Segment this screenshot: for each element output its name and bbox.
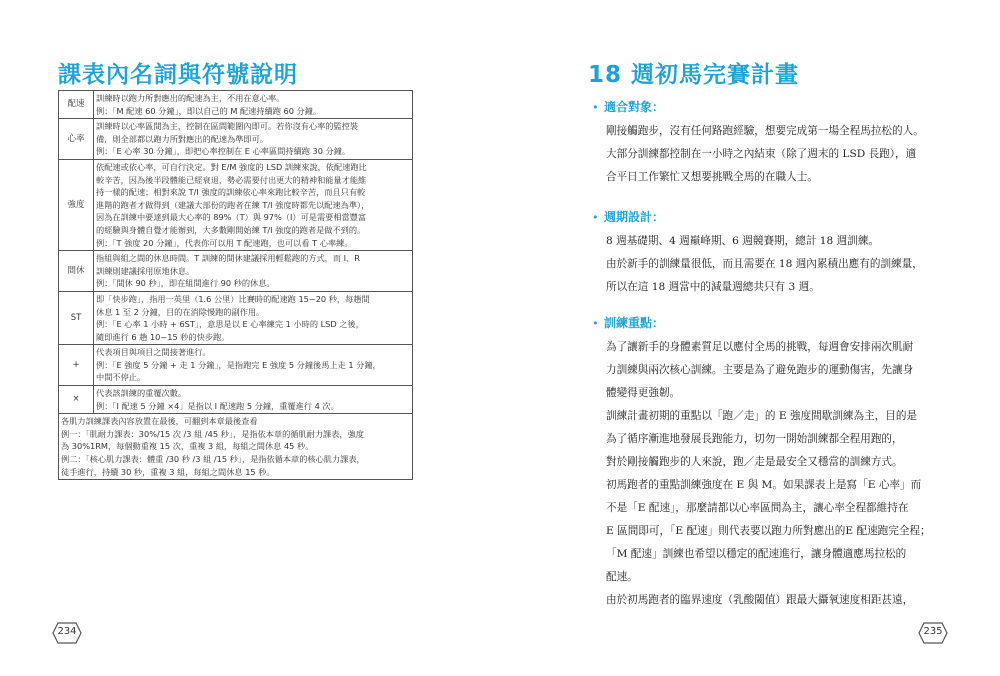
description-line: 訓練則建議採用原地休息。 bbox=[96, 265, 195, 276]
footer-line: 徒手進行，持續 30 秒，重複 3 組，每組之間休息 15 秒。 bbox=[61, 466, 275, 477]
section-heading-row bbox=[592, 208, 972, 226]
section-body bbox=[606, 120, 972, 189]
body-line: 不是「E 配速」，那麼請都以心率區間為主，讓心率全程都維持在 bbox=[606, 502, 909, 514]
left-page-number bbox=[52, 622, 82, 644]
symbol-cell: 配速 bbox=[59, 91, 94, 119]
left-page-title: 課表內名詞與符號說明 bbox=[58, 62, 298, 88]
symbols-table-body bbox=[59, 91, 413, 414]
description-line: 訓練時以心率區間為主，控制在區間範圍內即可。若你沒有心率的監控裝 bbox=[96, 121, 359, 132]
section-heading-row bbox=[592, 314, 972, 332]
footer-line: 為 30%1RM，每個動重複 15 次，重複 3 組，每組之間休息 45 秒。 bbox=[61, 441, 314, 452]
body-line: 8 週基礎期、4 週巔峰期、6 週競賽期，總計 18 週訓練。 bbox=[606, 235, 880, 247]
description-line: 例：「間休 90 秒」，即在組間進行 90 秒的休息。 bbox=[96, 278, 275, 289]
description-line: 持一樣的配速；相對來說 T/I 強度的訓練依心率來跑比較辛苦，而且只有較 bbox=[96, 187, 366, 198]
description-line: 指組與組之間的休息時間。T 訓練的間休建議採用輕鬆跑的方式，而 I、R bbox=[96, 253, 360, 264]
bullet-dot-icon: • bbox=[592, 101, 599, 114]
description-line: 訓練時以跑力所對應出的配速為主，不用在意心率。 bbox=[96, 93, 285, 103]
symbols-table bbox=[58, 90, 413, 480]
description-line: 休息 1 至 2 分鐘，目的在消除慢跑的副作用。 bbox=[96, 306, 265, 317]
description-line: 例：「I 配速 5 分鐘 ×4」是指以 I 配速跑 5 分鐘，重覆進行 4 次。 bbox=[96, 400, 339, 411]
description-line: 例：「T 強度 20 分鐘」，代表你可以用 T 配速跑，也可以看 T 心率練。 bbox=[96, 237, 353, 248]
table-row bbox=[59, 91, 413, 119]
description-cell bbox=[94, 291, 413, 344]
body-line: 大部分訓練都控制在一小時之內結束（除了週末的 LSD 長跑），適 bbox=[606, 148, 917, 160]
description-cell bbox=[94, 119, 413, 160]
section-body bbox=[606, 230, 972, 299]
table-row bbox=[59, 291, 413, 344]
body-line: 剛接觸跑步，沒有任何路跑經驗，想要完成第一場全程馬拉松的人。 bbox=[606, 125, 924, 137]
body-line: 為了讓新手的身體素質足以應付全馬的挑戰，每週會安排兩次肌耐 bbox=[606, 341, 914, 353]
table-footer-row bbox=[59, 414, 413, 480]
body-line: 體變得更強韌。 bbox=[606, 387, 681, 399]
description-cell bbox=[94, 159, 413, 250]
body-line: 「M 配速」訓練也希望以穩定的配速進行，讓身體適應馬拉松的 bbox=[606, 548, 907, 560]
body-line: 由於初馬跑者的臨界速度（乳酸閾值）跟最大攝氧速度相距甚遠， bbox=[606, 594, 914, 606]
description-cell bbox=[94, 91, 413, 119]
description-line: 備，則全部都以跑力所對應出的配速為準即可。 bbox=[96, 133, 268, 144]
table-footer-note bbox=[59, 414, 413, 480]
right-page-title: 18 週初馬完賽計畫 bbox=[588, 62, 800, 88]
body-line: 由於新手的訓練量很低，而且需要在 18 週內累積出應有的訓練量， bbox=[606, 258, 923, 270]
description-line: 依配速或依心率，可自行決定。對 E/M 強度的 LSD 訓練來說，依配速跑比 bbox=[96, 161, 367, 172]
description-line: 代表項目與項目之間接著進行。 bbox=[96, 347, 211, 358]
description-line: 因為在訓練中要達到最大心率的 89%（T）與 97%（I）可是需要相當豐富 bbox=[96, 212, 367, 223]
right-page bbox=[500, 0, 1000, 676]
description-cell bbox=[94, 251, 413, 292]
description-line: 例：「M 配速 60 分鐘」，即以自己的 M 配速持續跑 60 分鐘。 bbox=[96, 105, 322, 116]
symbol-cell: + bbox=[59, 345, 94, 386]
table-row bbox=[59, 119, 413, 160]
bullet-dot-icon: • bbox=[592, 317, 599, 330]
description-line: 代表該訓練的重覆次數。 bbox=[96, 388, 187, 399]
body-line: 所以在這 18 週當中的減量週總共只有 3 週。 bbox=[606, 281, 820, 293]
footer-line: 例二：「核心肌力課表：體重 /30 秒 /3 組 /15 秒」，是指依循本章的核心肌力課表， bbox=[61, 454, 365, 465]
table-row bbox=[59, 251, 413, 292]
symbol-cell: 心率 bbox=[59, 119, 94, 160]
right-page-number-text: 235 bbox=[923, 626, 943, 637]
section-training-focus bbox=[592, 314, 972, 612]
description-line: 例：「E 強度 5 分鐘 + 走 1 分鐘」，是指跑完 E 強度 5 分鐘後馬上走 1 分鐘， bbox=[96, 359, 381, 370]
section-title: 週期設計： bbox=[604, 210, 665, 224]
right-page-number bbox=[918, 622, 948, 644]
body-line: 對於剛接觸跑步的人來說，跑／走是最安全又穩當的訓練方式。 bbox=[606, 456, 903, 468]
body-line: 訓練計畫初期的重點以「跑／走」的 E 強度間歇訓練為主，目的是 bbox=[606, 410, 918, 422]
table-row bbox=[59, 345, 413, 386]
section-title: 訓練重點： bbox=[604, 316, 665, 330]
table-row bbox=[59, 159, 413, 250]
body-line: 合平日工作繁忙又想要挑戰全馬的在職人士。 bbox=[606, 171, 818, 183]
body-line: E 區間即可，「E 配速」則代表要以跑力所對應出的E 配速跑完全程； bbox=[606, 525, 931, 537]
description-line: 例：「E 心率 1 小時 + 6ST」，意思是以 E 心率練完 1 小時的 LSD 之後， bbox=[96, 319, 364, 330]
symbol-cell: ST bbox=[59, 291, 94, 344]
description-line: 較辛苦，因為後半段體能已經衰退，勢必需要付出更大的精神和能量才能維 bbox=[96, 174, 367, 185]
description-line: 隨即進行 6 趟 10~15 秒的快步跑。 bbox=[96, 331, 230, 342]
section-title: 適合對象： bbox=[604, 100, 665, 114]
body-line: 力訓練與兩次核心訓練。主要是為了避免跑步的運動傷害，先讓身 bbox=[606, 364, 914, 376]
body-line: 為了循序漸進地發展長跑能力，切勿一開始訓練都全程用跑的， bbox=[606, 433, 903, 445]
symbol-cell: 間休 bbox=[59, 251, 94, 292]
description-line: 例：「E 心率 30 分鐘」，即把心率控制在 E 心率區間持續跑 30 分鐘。 bbox=[96, 146, 351, 157]
section-target-audience bbox=[592, 98, 972, 189]
footer-line: 各肌力訓練課表內容放置在最後，可翻到本章最後查看 bbox=[61, 416, 258, 427]
body-line: 配速。 bbox=[606, 571, 638, 583]
description-line: 進階的跑者才做得到（建議大部份的跑者在練 T/I 強度時都先以配速為準）， bbox=[96, 199, 370, 210]
footer-line: 例一：「肌耐力課表：30%/15 次 /3 組 /45 秒」，是指依本章的循肌耐力課表，強度 bbox=[61, 428, 364, 439]
section-body bbox=[606, 336, 972, 612]
section-period-design bbox=[592, 208, 972, 299]
body-line: 初馬跑者的重點訓練強度在 E 與 M。如果課表上是寫「E 心率」而 bbox=[606, 479, 922, 491]
table-row bbox=[59, 386, 413, 414]
description-line: 即「快步跑」，指用一英里（1.6 公里）比賽時的配速跑 15~20 秒，每趟間 bbox=[96, 293, 370, 304]
section-heading-row bbox=[592, 98, 972, 116]
symbol-cell: 強度 bbox=[59, 159, 94, 250]
description-cell bbox=[94, 345, 413, 386]
bullet-dot-icon: • bbox=[592, 211, 599, 224]
description-line: 的經驗與身體自覺才能辦到，大多數剛開始練 T/I 強度的跑者是做不到的。 bbox=[96, 224, 366, 235]
description-cell bbox=[94, 386, 413, 414]
symbol-cell: × bbox=[59, 386, 94, 414]
description-line: 中間不停止。 bbox=[96, 372, 146, 383]
left-page-number-text: 234 bbox=[57, 626, 77, 637]
